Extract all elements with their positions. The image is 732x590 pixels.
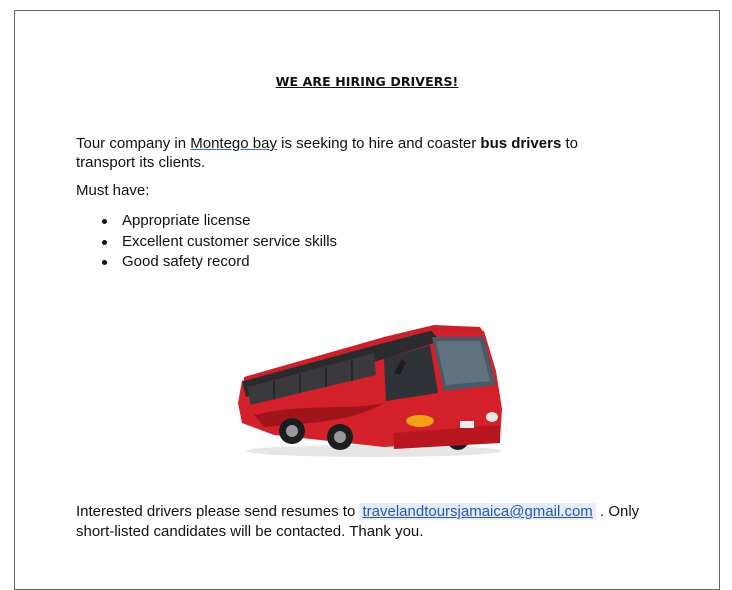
list-item: [76, 252, 337, 273]
document-page: [14, 10, 720, 590]
intro-text-start: Tour company in: [76, 135, 191, 152]
list-item: [76, 211, 337, 232]
requirement-text: Good safety record: [122, 253, 250, 270]
intro-text-middle: is seeking to hire and coaster: [276, 135, 481, 152]
requirements-list: [76, 211, 337, 273]
email-link[interactable]: travelandtoursjamaica@gmail.com: [359, 503, 595, 520]
intro-paragraph: [76, 134, 636, 172]
closing-text-end: . Only short-listed candidates will be contacted. Thank you.: [76, 503, 640, 540]
closing-paragraph: [76, 502, 676, 542]
intro-text-end: to transport its clients.: [76, 135, 578, 171]
location-text: Montego bay: [190, 135, 277, 152]
bus-image: [234, 311, 506, 461]
requirement-text: Appropriate license: [122, 212, 251, 229]
bus-drivers-bold: bus drivers: [480, 135, 562, 152]
requirement-text: Excellent customer service skills: [122, 232, 338, 250]
coach-bus-icon: [234, 311, 506, 461]
list-item: [76, 232, 337, 253]
bullet-icon: [102, 240, 107, 245]
must-have-label: Must have:: [76, 182, 150, 199]
closing-text-start: Interested drivers please send resumes to: [76, 503, 360, 520]
bullet-icon: [102, 219, 107, 224]
bullet-icon: [102, 260, 107, 265]
page-title: WE ARE HIRING DRIVERS!: [275, 74, 459, 89]
